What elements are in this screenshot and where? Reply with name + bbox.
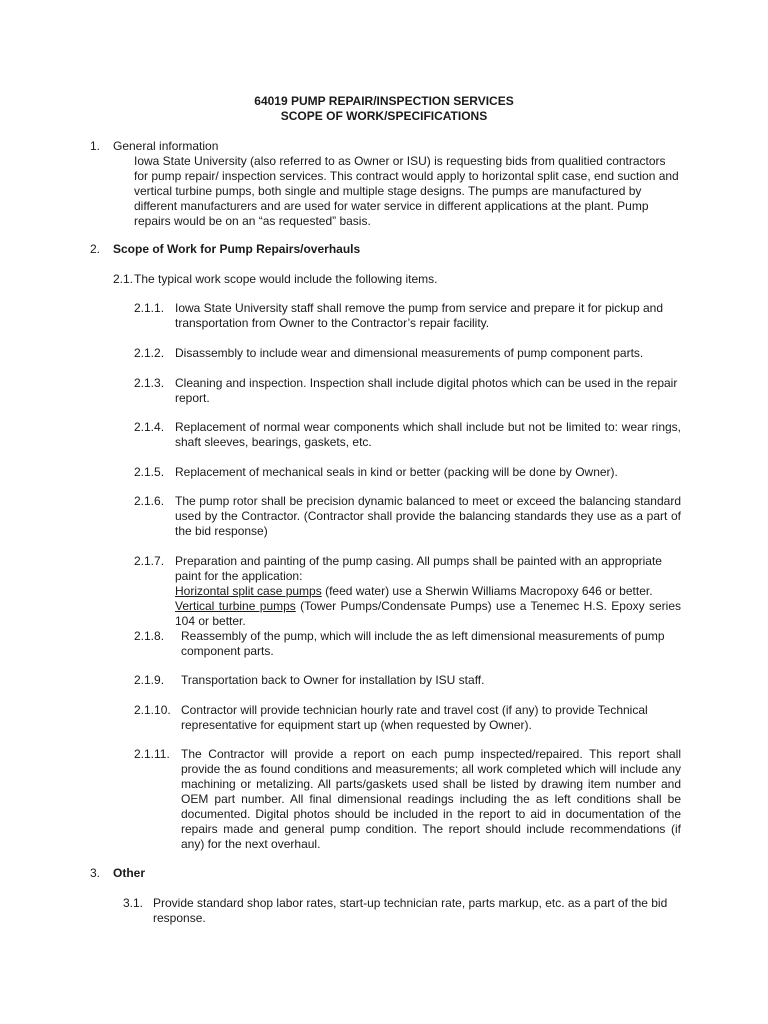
- item-2-1-11-text: The Contractor will provide a report on each pump inspected/repaired. This report shall provide the as found conditions and measurements; all work completed which will include any machining or metalizing. All parts/gaskets used shall be listed by drawing item number and OEM part number. All final dimensional readings including the as left conditions shall be documented. Digital photos should be included in the report to aid in documentation of the repairs made and general pump condition. The report should include recommendations (if any) for the next overhaul.: [181, 747, 681, 851]
- section-2-number: 2.: [90, 242, 101, 256]
- item-2-1-10-number: 2.1.10.: [134, 703, 171, 717]
- item-2-1-5-number: 2.1.5.: [134, 465, 165, 479]
- vertical-pump-spec: [175, 599, 681, 629]
- item-2-1-3-number: 2.1.3.: [134, 376, 165, 390]
- horizontal-pump-label: Horizontal split case pumps: [175, 584, 322, 598]
- item-2-1-8-number: 2.1.8.: [134, 629, 165, 643]
- section-2-1-number: 2.1.: [113, 272, 134, 286]
- section-2-heading: Scope of Work for Pump Repairs/overhauls: [113, 242, 361, 256]
- section-3-heading: Other: [113, 866, 146, 880]
- section-1-number: 1.: [90, 139, 101, 153]
- item-2-1-2-number: 2.1.2.: [134, 346, 165, 360]
- section-2-1-text: The typical work scope would include the following items.: [134, 272, 438, 286]
- section-1-body: Iowa State University (also referred to as Owner or ISU) is requesting bids from qualitied contractors for pump repair/ inspection services. This contract would apply to horizontal split case, end suction and vertical turbine pumps, both single and multiple stage designs. The pumps are manufactured by different manufacturers and are used for water service in different applications at the plant. Pump repairs would be on an “as requested” basis.: [134, 154, 679, 228]
- item-2-1-9-number: 2.1.9.: [134, 673, 165, 687]
- item-2-1-1-number: 2.1.1.: [134, 301, 165, 315]
- section-3-1-text: [153, 896, 681, 926]
- item-2-1-7-number: 2.1.7.: [134, 554, 165, 568]
- item-2-1-4-number: 2.1.4.: [134, 420, 165, 434]
- section-3-1-body: Provide standard shop labor rates, start-up technician rate, parts markup, etc. as a part of the bid response.: [153, 896, 668, 925]
- item-2-1-10-text: Contractor will provide technician hourly rate and travel cost (if any) to provide Technical representative for equipment start up (when requested by Owner).: [181, 703, 648, 732]
- horizontal-pump-text: (feed water) use a Sherwin Williams Macropoxy 646 or better.: [321, 584, 653, 598]
- section-1-heading: General information: [113, 139, 219, 153]
- item-2-1-7-text: [175, 554, 681, 629]
- item-2-1-6-text: The pump rotor shall be precision dynamic balanced to meet or exceed the balancing standard used by the Contractor. (Contractor shall provide the balancing standards they use as a part of the bid response): [175, 494, 681, 538]
- item-2-1-4-text: Replacement of normal wear components which shall include but not be limited to: wear rings, shaft sleeves, bearings, gaskets, etc.: [175, 420, 681, 449]
- item-2-1-1-text: Iowa State University staff shall remove the pump from service and prepare it for pickup and transportation from Owner to the Contractor’s repair facility.: [175, 301, 664, 330]
- item-2-1-2-text: Disassembly to include wear and dimensional measurements of pump component parts.: [175, 346, 644, 360]
- document-subtitle: SCOPE OF WORK/SPECIFICATIONS: [280, 109, 488, 123]
- item-2-1-7-intro: Preparation and painting of the pump casing. All pumps shall be painted with an appropriate paint for the application:: [175, 554, 662, 583]
- item-2-1-5-text: Replacement of mechanical seals in kind or better (packing will be done by Owner).: [175, 465, 618, 479]
- item-2-1-3-text: Cleaning and inspection. Inspection shall include digital photos which can be used in the repair report.: [175, 376, 678, 405]
- item-2-1-6-number: 2.1.6.: [134, 494, 165, 508]
- item-2-1-11-number: 2.1.11.: [134, 747, 170, 761]
- section-3-number: 3.: [90, 866, 101, 880]
- vertical-pump-label: Vertical turbine pumps: [175, 599, 296, 613]
- item-2-1-8-text: Reassembly of the pump, which will include the as left dimensional measurements of pump component parts.: [181, 629, 665, 658]
- item-2-1-9-text: Transportation back to Owner for installation by ISU staff.: [181, 673, 485, 687]
- document-title: 64019 PUMP REPAIR/INSPECTION SERVICES: [254, 94, 514, 108]
- section-3-1-number: 3.1.: [123, 896, 144, 910]
- vertical-pump-text: (Tower Pumps/Condensate Pumps) use a Tenemec H.S. Epoxy series 104 or better.: [175, 599, 682, 628]
- horizontal-pump-spec: [175, 584, 681, 599]
